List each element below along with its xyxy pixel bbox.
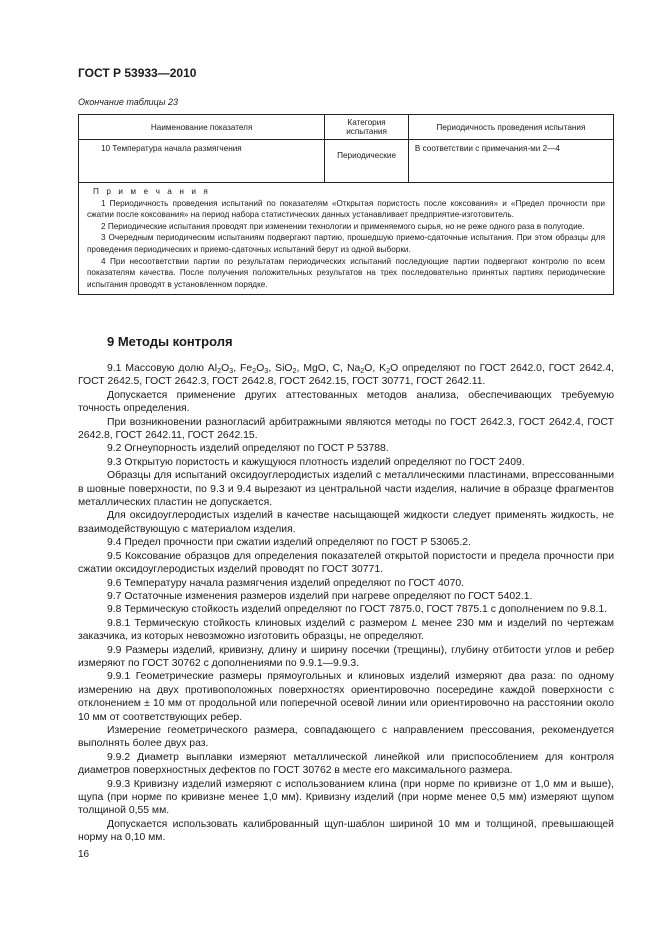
paragraph: Образцы для испытаний оксидоуглеродистых изделий с металлическими пластинами, впрессованными в шовные поверхности, по 9.3 и 9.4 вырезают из центральной части изделия, наличие в образце фрагментов металлических пластин не допускается. xyxy=(78,470,614,509)
paragraph-9-1: 9.1 Массовую долю $Al_2O_3$, $Fe_2O_3$, SiO$_2$, MgO, C, $Na_2O$, $K_2O$ определяют по ГОСТ 2642.0, ГОСТ 2642.4, ГОСТ 2642.5, ГОСТ 2642.3, ГОСТ 2642.8, ГОСТ 2642.15, ГОСТ 30771, ГОСТ 2642.11. xyxy=(78,363,614,388)
table-caption: Окончание таблицы 23 xyxy=(78,97,178,107)
table-header-row xyxy=(79,115,614,140)
paragraph: 9.7 Остаточные изменения размеров изделий при нагреве определяют по ГОСТ 5402.1. xyxy=(107,590,533,602)
paragraph: 9.6 Температуру начала размягчения изделий определяют по ГОСТ 4070. xyxy=(107,577,465,589)
cell-period: В соответствии с примечания-ми 2—4 xyxy=(408,140,613,183)
table-notes xyxy=(79,183,614,295)
paragraph: Допускается использовать калиброванный щуп-шаблон шириной 10 мм и толщиной, превышающей норму на 0,10 мм. xyxy=(78,818,614,844)
paragraph: 9.9.3 Кривизну изделий измеряют с использованием клина (при норме по кривизне от 1,0 мм и выше), щупа (при норме по кривизне менее 1,0 мм). Кривизну изделий (при норме менее 0,5 мм) измеряют щупом толщиной 0,55 мм. xyxy=(78,778,614,817)
document-header: ГОСТ Р 53933—2010 xyxy=(78,66,197,80)
page-number: 16 xyxy=(78,849,90,860)
note-1: 1 Периодичность проведения испытаний по показателям «Открытая пористость после коксования» и «Предел прочности при сжатии после коксования» на период набора статистических данных устанавливает предприятие-изготовитель. xyxy=(87,198,605,220)
table-23 xyxy=(78,114,614,295)
paragraph: При возникновении разногласий арбитражными являются методы по ГОСТ 2642.3, ГОСТ 2642.4, ГОСТ 2642.8, ГОСТ 2642.11, ГОСТ 2642.15. xyxy=(78,416,614,442)
cell-name: 10 Температура начала размягчения xyxy=(79,140,325,183)
table-row xyxy=(79,140,614,183)
paragraph: 9.9.2 Диаметр выплавки измеряют металлической линейкой или приспособлением для контроля диаметров поверхностных дефектов по ГОСТ 30762 в месте его максимального размера. xyxy=(78,751,614,777)
paragraph: 9.5 Коксование образцов для определения показателей открытой пористости и предела прочности при сжатии оксидоуглеродистых изделий проводят по ГОСТ 30771. xyxy=(78,550,614,576)
header-name: Наименование показателя xyxy=(79,115,325,140)
paragraph: Измерение геометрического размера, совпадающего с направлением прессования, рекомендуется выполнять более двух раз. xyxy=(78,724,614,750)
paragraph-9-8-1: 9.8.1 Термическую стойкость клиновых изделий с размером L менее 230 мм и изделий по чертежам заказчика, из которых невозможно изготовить образцы, не определяют. xyxy=(78,617,614,643)
paragraph: 9.8 Термическую стойкость изделий определяют по ГОСТ 7875.0, ГОСТ 7875.1 с дополнением по 9.8.1. xyxy=(107,604,608,616)
header-category: Категория испытания xyxy=(325,115,409,140)
note-4: 4 При несоответствии партии по результатам периодических испытаний последующие партии подвергают контролю по всем показателям качества. После получения положительных результатов на трех последовательно принятых партиях периодические испытания проводят в установленном порядке. xyxy=(87,256,605,289)
note-2: 2 Периодические испытания проводят при изменении технологии и применяемого сырья, но не реже одного раза в полугодие. xyxy=(101,221,585,231)
paragraph: 9.2 Огнеупорность изделий определяют по ГОСТ Р 53788. xyxy=(107,443,389,455)
cell-category: Периодические xyxy=(325,140,409,183)
header-period: Периодичность проведения испытания xyxy=(408,115,613,140)
paragraph: Для оксидоуглеродистых изделий в качестве насыщающей жидкости следует применять жидкость, не взаимодействующую с материалом изделия. xyxy=(78,510,614,535)
note-3: 3 Очередным периодическим испытаниям подвергают партию, прошедшую приемо-сдаточные испытания. При этом образцы для проведения периодических и приемо-сдаточных испытаний берут из одной выборки. xyxy=(87,233,605,254)
section-body xyxy=(78,362,614,845)
paragraph: 9.9.1 Геометрические размеры прямоугольных и клиновых изделий измеряют два раза: по одному измерению на двух противоположных поверхностях ориентировочно посередине каждой поверхности с отклонением ± 10 мм от продольной или поперечной осевой линии или ориентировочно на расстоянии около 10 мм от соответствующих ребер. xyxy=(78,671,614,723)
paragraph: 9.9 Размеры изделий, кривизну, длину и ширину посечки (трещины), глубину отбитости углов и ребер измеряют по ГОСТ 30762 с дополнениями по 9.9.1—9.9.3. xyxy=(78,644,614,669)
table-notes-row xyxy=(79,183,614,295)
paragraph: 9.3 Открытую пористость и кажущуюся плотность изделий определяют по ГОСТ 2409. xyxy=(107,456,525,468)
paragraph: Допускается применение других аттестованных методов анализа, обеспечивающих требуемую точность определения. xyxy=(78,389,614,415)
section-title: 9 Методы контроля xyxy=(107,334,233,349)
notes-title: П р и м е ч а н и я xyxy=(93,187,211,196)
paragraph: 9.4 Предел прочности при сжатии изделий определяют по ГОСТ Р 53065.2. xyxy=(107,537,471,549)
